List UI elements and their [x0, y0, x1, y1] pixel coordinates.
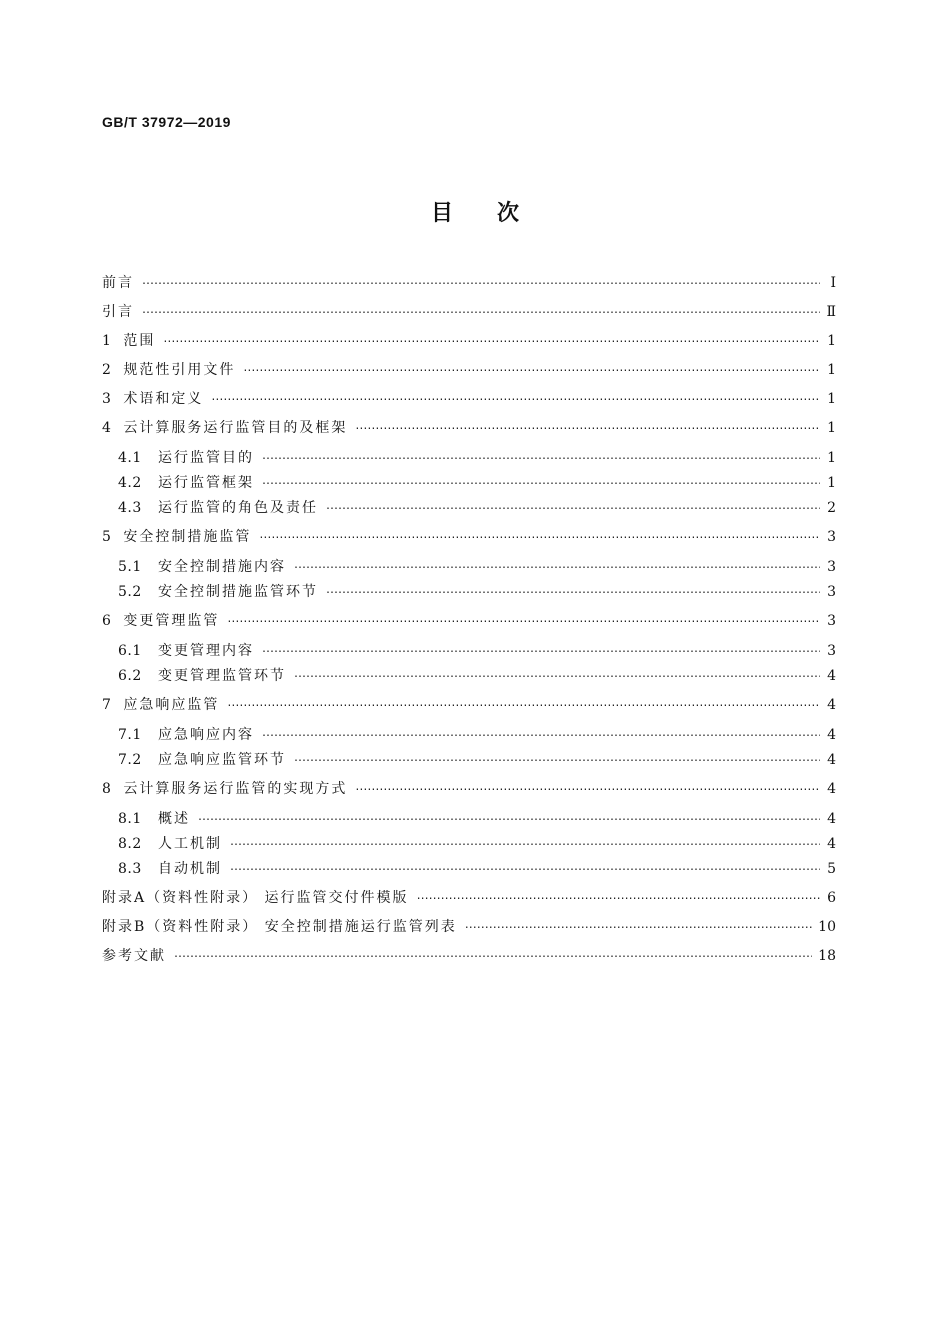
toc-entry-page: 6	[827, 890, 836, 906]
toc-entry-page: 3	[827, 643, 836, 659]
toc-entry-number: 4.2	[118, 475, 142, 491]
toc-entry-page: 18	[818, 948, 836, 964]
dot-leader	[465, 920, 812, 934]
dot-leader	[326, 585, 820, 599]
toc-entry-number: 5.1	[118, 559, 142, 575]
toc-entry-8-1[interactable]	[118, 806, 836, 832]
toc-entry-number: 7.2	[118, 752, 142, 768]
toc-entry-label: 运行监管框架	[158, 475, 254, 491]
toc-entry-label: 变更管理内容	[158, 643, 254, 659]
dot-leader	[163, 334, 820, 348]
toc-entry-8[interactable]	[102, 776, 836, 802]
toc-entry-label: 附录A（资料性附录） 运行监管交付件模版	[102, 890, 409, 906]
toc-entry-7-1[interactable]	[118, 722, 836, 748]
toc-entry-label: 运行监管目的	[158, 450, 254, 466]
dot-leader	[227, 698, 820, 712]
toc-entry-page: 1	[827, 391, 836, 407]
dot-leader	[211, 392, 820, 406]
dot-leader	[262, 728, 820, 742]
toc-entry-page: 1	[827, 333, 836, 349]
toc-entry-number: 7	[102, 697, 112, 713]
toc-entry-page: 5	[827, 861, 836, 877]
toc-entry-page: 1	[827, 475, 836, 491]
dot-leader	[355, 782, 820, 796]
dot-leader	[294, 560, 820, 574]
toc-entry-number: 8	[102, 781, 112, 797]
dot-leader	[262, 451, 820, 465]
dot-leader	[174, 949, 812, 963]
toc-entry-number: 6	[102, 613, 112, 629]
toc-entry-page: Ⅱ	[826, 304, 836, 320]
toc-entry-2[interactable]	[102, 357, 836, 383]
dot-leader	[142, 276, 820, 290]
dot-leader	[142, 305, 820, 319]
dot-leader	[355, 421, 820, 435]
toc-entry-page: 4	[827, 697, 836, 713]
toc-entry-number: 4.3	[118, 500, 142, 516]
dot-leader	[262, 476, 820, 490]
toc-entry-page: 1	[827, 362, 836, 378]
toc-entry-page: 4	[827, 836, 836, 852]
toc-entry-number: 4	[102, 420, 112, 436]
toc-entry-number: 5.2	[118, 584, 142, 600]
toc-entry-page: 3	[827, 559, 836, 575]
toc-entry-label: 安全控制措施监管环节	[158, 584, 318, 600]
toc-entry-label: 应急响应监管	[123, 697, 220, 713]
toc-entry-label: 概述	[158, 811, 190, 827]
toc-entry-5[interactable]	[102, 524, 836, 550]
toc-entry-8-2[interactable]	[118, 831, 836, 857]
toc-entry-page: Ⅰ	[830, 275, 836, 291]
toc-entry-foreword[interactable]	[102, 270, 836, 296]
toc-entry-number: 8.2	[118, 836, 142, 852]
toc-entry-appendix-a[interactable]	[102, 885, 836, 911]
toc-entry-number: 5	[102, 529, 112, 545]
toc-entry-8-3[interactable]	[118, 856, 836, 882]
toc-entry-page: 4	[827, 811, 836, 827]
toc-entry-label: 人工机制	[158, 836, 222, 852]
dot-leader	[259, 530, 820, 544]
toc-entry-label: 云计算服务运行监管的实现方式	[123, 781, 348, 797]
toc-entry-label: 运行监管的角色及责任	[158, 500, 318, 516]
toc-entry-page: 4	[827, 668, 836, 684]
toc-entry-1[interactable]	[102, 328, 836, 354]
dot-leader	[294, 753, 820, 767]
toc-entry-number: 6.1	[118, 643, 142, 659]
toc-entry-page: 4	[827, 752, 836, 768]
dot-leader	[230, 862, 820, 876]
toc-entry-7-2[interactable]	[118, 747, 836, 773]
toc-entry-label: 引言	[102, 304, 134, 320]
toc-entry-page: 3	[827, 529, 836, 545]
toc-entry-7[interactable]	[102, 692, 836, 718]
dot-leader	[198, 812, 820, 826]
toc-entry-appendix-b[interactable]	[102, 914, 836, 940]
toc-entry-label: 规范性引用文件	[123, 362, 236, 378]
toc-entry-label: 自动机制	[158, 861, 222, 877]
toc-entry-label: 应急响应内容	[158, 727, 254, 743]
toc-entry-4-3[interactable]	[118, 495, 836, 521]
dot-leader	[243, 363, 820, 377]
toc-entry-page: 4	[827, 781, 836, 797]
toc-entry-label: 范围	[123, 333, 156, 349]
toc-entry-6-1[interactable]	[118, 638, 836, 664]
toc-entry-page: 1	[827, 450, 836, 466]
dot-leader	[230, 837, 820, 851]
toc-entry-introduction[interactable]	[102, 299, 836, 325]
document-code: GB/T 37972—2019	[102, 114, 231, 130]
toc-entry-6-2[interactable]	[118, 663, 836, 689]
toc-entry-page: 3	[827, 584, 836, 600]
toc-entry-number: 6.2	[118, 668, 142, 684]
dot-leader	[227, 614, 820, 628]
toc-entry-label: 安全控制措施监管	[123, 529, 252, 545]
toc-entry-3[interactable]	[102, 386, 836, 412]
toc-entry-6[interactable]	[102, 608, 836, 634]
toc-entry-bibliography[interactable]	[102, 943, 836, 969]
toc-entry-label: 前言	[102, 275, 134, 291]
dot-leader	[326, 501, 820, 515]
toc-entry-page: 10	[818, 919, 836, 935]
toc-title: 目次	[430, 201, 563, 226]
toc-entry-page: 1	[827, 420, 836, 436]
toc-entry-4[interactable]	[102, 415, 836, 441]
dot-leader	[294, 669, 820, 683]
toc-entry-label: 变更管理监管环节	[158, 668, 286, 684]
toc-entry-page: 4	[827, 727, 836, 743]
toc-entry-number: 2	[102, 362, 112, 378]
toc-entry-5-1[interactable]	[118, 554, 836, 580]
toc-entry-page: 2	[827, 500, 836, 516]
toc-entry-label: 术语和定义	[123, 391, 204, 407]
toc-entry-label: 附录B（资料性附录） 安全控制措施运行监管列表	[102, 919, 457, 935]
toc-entry-label: 参考文献	[102, 948, 166, 964]
toc-entry-4-2[interactable]	[118, 470, 836, 496]
toc-entry-label: 应急响应监管环节	[158, 752, 286, 768]
toc-entry-number: 1	[102, 333, 112, 349]
toc-entry-number: 8.1	[118, 811, 142, 827]
toc-entry-5-2[interactable]	[118, 579, 836, 605]
toc-entry-number: 8.3	[118, 861, 142, 877]
toc-entry-number: 4.1	[118, 450, 142, 466]
dot-leader	[262, 644, 820, 658]
toc-entry-label: 安全控制措施内容	[158, 559, 286, 575]
toc-entry-page: 3	[827, 613, 836, 629]
toc-entry-number: 3	[102, 391, 112, 407]
dot-leader	[417, 891, 820, 905]
toc-entry-4-1[interactable]	[118, 445, 836, 471]
toc-entry-label: 变更管理监管	[123, 613, 220, 629]
toc-entry-number: 7.1	[118, 727, 142, 743]
toc-entry-label: 云计算服务运行监管目的及框架	[123, 420, 348, 436]
